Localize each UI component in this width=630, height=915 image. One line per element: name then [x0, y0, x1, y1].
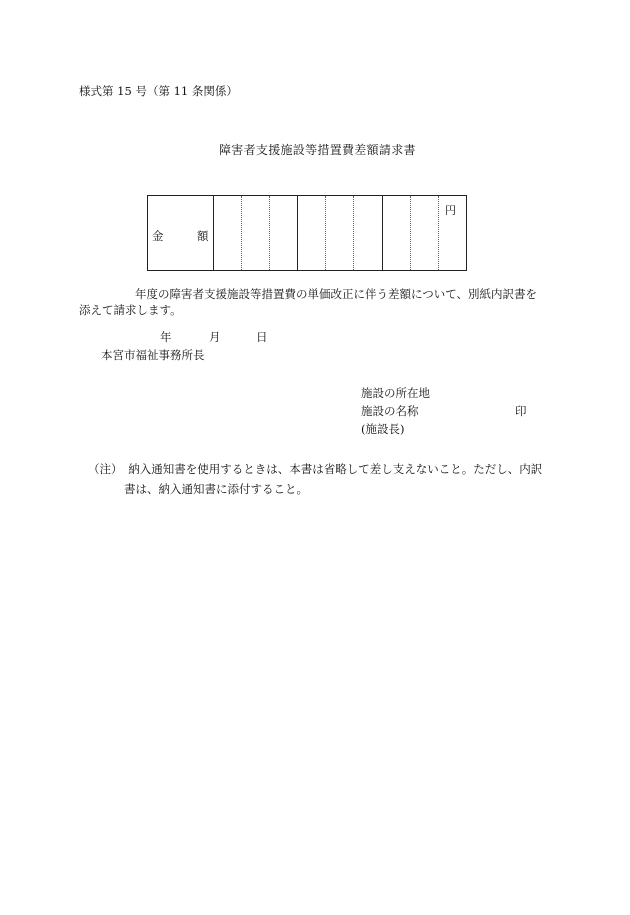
yen-unit-label: 円 [445, 204, 456, 217]
facility-location-label: 施設の所在地 [361, 386, 430, 400]
digit-divider [438, 196, 439, 270]
digit-divider [241, 196, 242, 270]
date-year-label: 年 [160, 330, 172, 344]
facility-head-label: (施設長) [361, 422, 405, 436]
document-title: 障害者支援施設等措置費差額請求書 [219, 143, 416, 157]
amount-table [147, 195, 467, 271]
digit-group-divider [297, 196, 298, 270]
date-day-label: 日 [256, 330, 268, 344]
amount-label-cell [148, 196, 214, 270]
body-text-line-2: 添えて請求します。 [79, 303, 182, 317]
date-month-label: 月 [209, 330, 221, 344]
amount-label-char-1: 金 [152, 229, 164, 243]
amount-label-char-2: 額 [197, 229, 209, 243]
digit-group-divider [382, 196, 383, 270]
digit-divider [269, 196, 270, 270]
facility-name-label: 施設の名称 [361, 404, 419, 418]
body-text-line-1: 年度の障害者支援施設等措置費の単価改正に伴う差額について、別紙内訳書を [135, 287, 538, 301]
seal-mark: 印 [515, 404, 527, 418]
digit-divider [325, 196, 326, 270]
addressee: 本宮市福祉事務所長 [101, 348, 205, 362]
note-line-1: （注） 納入通知書を使用するときは、本書は省略して差し支えないこと。ただし、内訳 [88, 462, 543, 476]
form-number: 様式第 15 号（第 11 条関係） [79, 84, 238, 98]
note-line-2: 書は、納入通知書に添付すること。 [124, 482, 308, 496]
digit-divider [353, 196, 354, 270]
digit-divider [410, 196, 411, 270]
